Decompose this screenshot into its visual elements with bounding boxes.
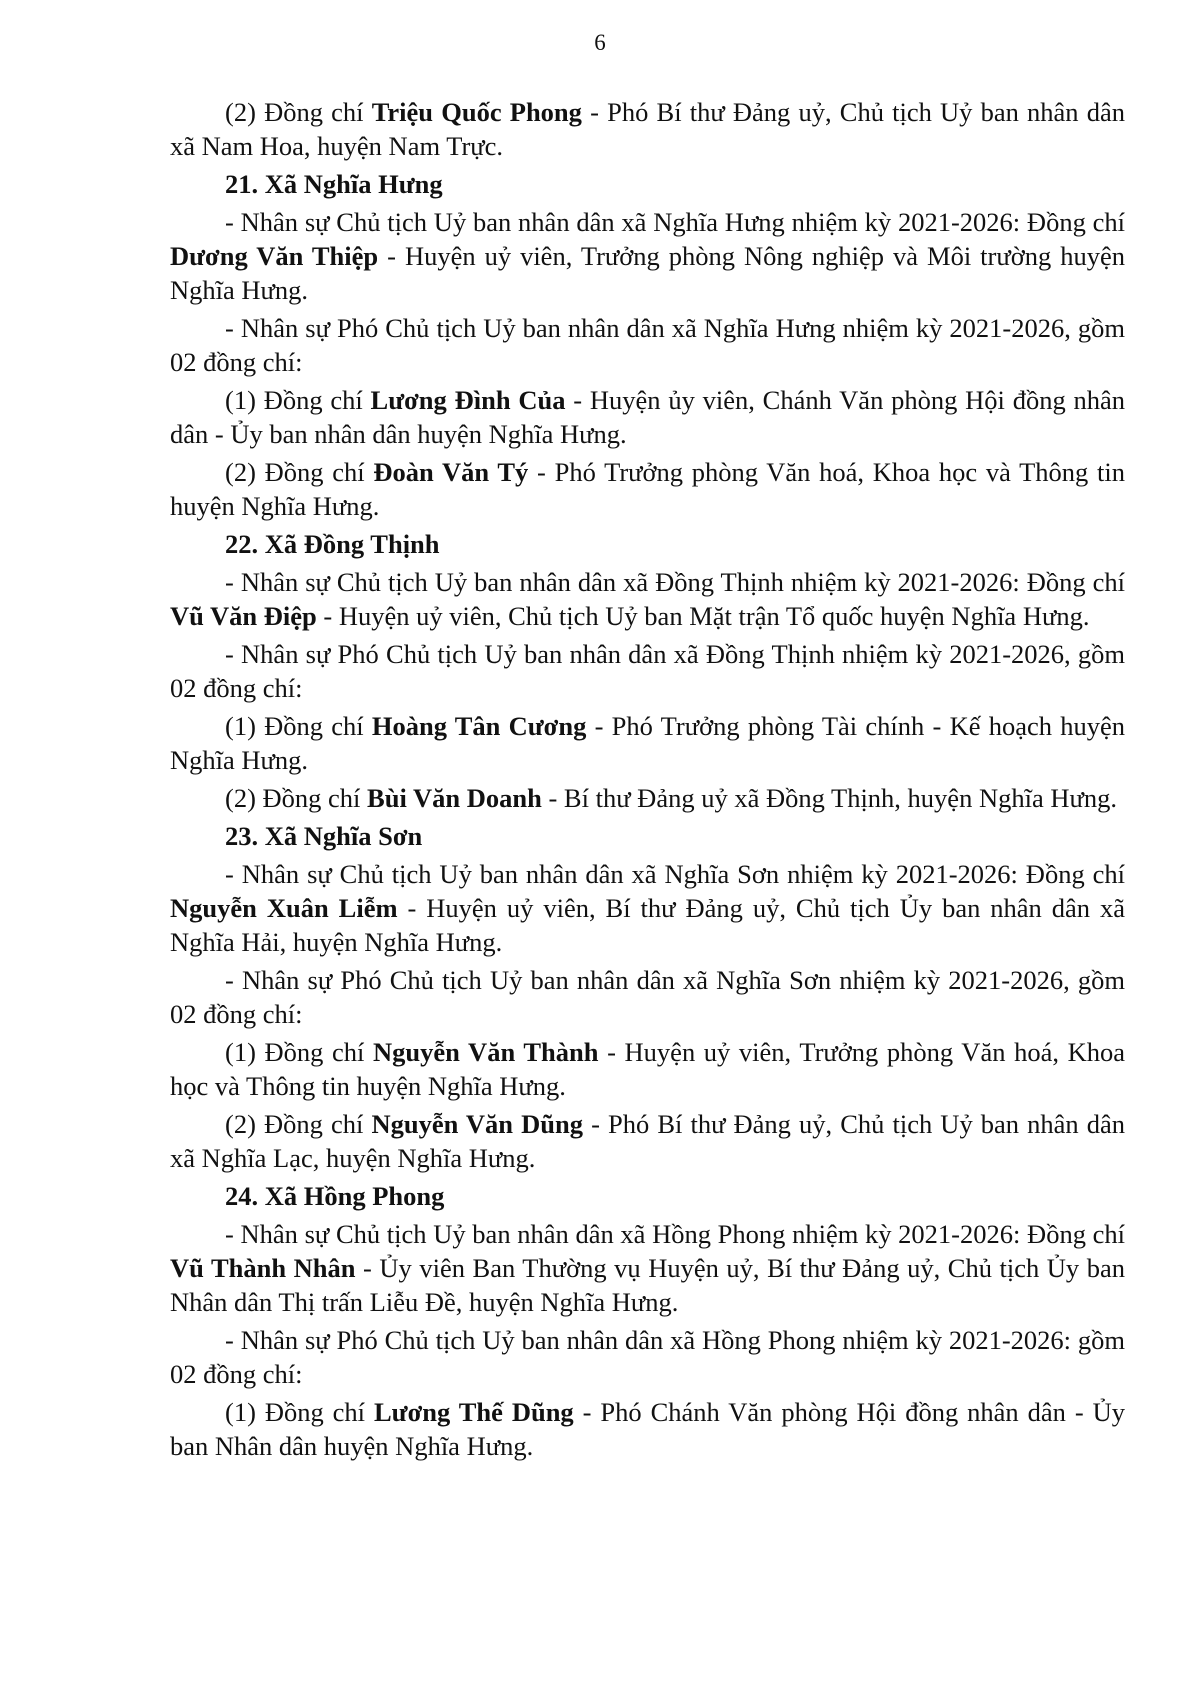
paragraph-text: - Nhân sự Phó Chủ tịch Uỷ ban nhân dân xã Hồng Phong nhiệm kỳ 2021-2026: gồm 02 đồng chí: — [170, 1325, 1125, 1389]
paragraph — [170, 963, 1125, 1031]
paragraph — [170, 1107, 1125, 1175]
paragraph — [170, 95, 1125, 163]
heading-text: 22. Xã Đồng Thịnh — [225, 529, 440, 559]
page-number: 6 — [594, 30, 606, 55]
paragraph-text: - Nhân sự Phó Chủ tịch Uỷ ban nhân dân xã Nghĩa Hưng nhiệm kỳ 2021-2026, gồm 02 đồng chí: — [170, 313, 1125, 377]
paragraph-text: (1) Đồng chí — [225, 385, 371, 415]
heading-text: 21. Xã Nghĩa Hưng — [225, 169, 443, 199]
paragraph-text: - Nhân sự Chủ tịch Uỷ ban nhân dân xã Hồng Phong nhiệm kỳ 2021-2026: Đồng chí — [225, 1219, 1125, 1249]
paragraph — [170, 857, 1125, 959]
person-name: Nguyễn Văn Thành — [373, 1037, 599, 1067]
paragraph-text: - Phó Trưởng phòng Tài chính - Kế hoạch huyện Nghĩa Hưng. — [170, 711, 1125, 775]
paragraph-text: - Nhân sự Phó Chủ tịch Uỷ ban nhân dân xã Đồng Thịnh nhiệm kỳ 2021-2026, gồm 02 đồng chí: — [170, 639, 1125, 703]
paragraph — [170, 709, 1125, 777]
paragraph-text: (1) Đồng chí — [225, 711, 372, 741]
paragraph-text: - Phó Bí thư Đảng uỷ, Chủ tịch Uỷ ban nhân dân xã Nghĩa Lạc, huyện Nghĩa Hưng. — [170, 1109, 1125, 1173]
document-body — [170, 95, 1125, 1467]
paragraph-text: - Phó Trưởng phòng Văn hoá, Khoa học và Thông tin huyện Nghĩa Hưng. — [170, 457, 1126, 521]
person-name: Vũ Thành Nhân — [170, 1253, 356, 1283]
paragraph — [170, 565, 1125, 633]
paragraph-text: - Ủy viên Ban Thường vụ Huyện uỷ, Bí thư Đảng uỷ, Chủ tịch Ủy ban Nhân dân Thị trấn Liễu Đề, huyện Nghĩa Hưng. — [170, 1253, 1125, 1317]
heading-text: 23. Xã Nghĩa Sơn — [225, 821, 423, 851]
paragraph — [170, 205, 1125, 307]
person-name: Triệu Quốc Phong — [371, 97, 582, 127]
paragraph-text: - Huyện ủy viên, Chánh Văn phòng Hội đồng nhân dân - Ủy ban nhân dân huyện Nghĩa Hưng. — [170, 385, 1126, 449]
paragraph-text: (1) Đồng chí — [225, 1037, 374, 1067]
paragraph-text: (2) Đồng chí — [225, 457, 374, 487]
paragraph-text: - Huyện uỷ viên, Trưởng phòng Văn hoá, Khoa học và Thông tin huyện Nghĩa Hưng. — [170, 1037, 1125, 1101]
section-heading — [170, 167, 1125, 201]
person-name: Lương Đình Của — [370, 385, 566, 415]
paragraph-text: - Nhân sự Chủ tịch Uỷ ban nhân dân xã Nghĩa Sơn nhiệm kỳ 2021-2026: Đồng chí — [225, 859, 1125, 889]
paragraph-text: (2) Đồng chí — [225, 97, 372, 127]
section-heading — [170, 1179, 1125, 1213]
paragraph — [170, 311, 1125, 379]
heading-text: 24. Xã Hồng Phong — [225, 1181, 445, 1211]
paragraph-text: (2) Đồng chí — [225, 1109, 372, 1139]
paragraph — [170, 1035, 1125, 1103]
person-name: Hoàng Tân Cương — [371, 711, 587, 741]
paragraph-text: - Phó Bí thư Đảng uỷ, Chủ tịch Uỷ ban nhân dân xã Nam Hoa, huyện Nam Trực. — [170, 97, 1125, 161]
paragraph — [170, 455, 1125, 523]
section-heading — [170, 819, 1125, 853]
paragraph — [170, 1323, 1125, 1391]
paragraph-text: - Nhân sự Chủ tịch Uỷ ban nhân dân xã Đồng Thịnh nhiệm kỳ 2021-2026: Đồng chí — [225, 567, 1125, 597]
paragraph — [170, 1217, 1125, 1319]
paragraph-text: - Nhân sự Chủ tịch Uỷ ban nhân dân xã Nghĩa Hưng nhiệm kỳ 2021-2026: Đồng chí — [225, 207, 1125, 237]
person-name: Dương Văn Thiệp — [170, 241, 379, 271]
paragraph-text: - Huyện uỷ viên, Trưởng phòng Nông nghiệp và Môi trường huyện Nghĩa Hưng. — [170, 241, 1125, 305]
paragraph — [170, 383, 1125, 451]
person-name: Nguyễn Xuân Liễm — [170, 893, 398, 923]
paragraph — [170, 781, 1125, 815]
paragraph — [170, 1395, 1125, 1463]
paragraph-text: - Huyện uỷ viên, Bí thư Đảng uỷ, Chủ tịch Ủy ban nhân dân xã Nghĩa Hải, huyện Nghĩa Hưng. — [170, 893, 1125, 957]
section-heading — [170, 527, 1125, 561]
paragraph-text: - Bí thư Đảng uỷ xã Đồng Thịnh, huyện Nghĩa Hưng. — [541, 783, 1117, 813]
paragraph — [170, 637, 1125, 705]
paragraph-text: - Huyện uỷ viên, Chủ tịch Uỷ ban Mặt trận Tổ quốc huyện Nghĩa Hưng. — [316, 601, 1090, 631]
person-name: Nguyễn Văn Dũng — [371, 1109, 583, 1139]
person-name: Bùi Văn Doanh — [367, 783, 542, 813]
paragraph-text: - Phó Chánh Văn phòng Hội đồng nhân dân - Ủy ban Nhân dân huyện Nghĩa Hưng. — [170, 1397, 1125, 1461]
paragraph-text: - Nhân sự Phó Chủ tịch Uỷ ban nhân dân xã Nghĩa Sơn nhiệm kỳ 2021-2026, gồm 02 đồng chí: — [170, 965, 1125, 1029]
person-name: Đoàn Văn Tý — [373, 457, 529, 487]
paragraph-text: (2) Đồng chí — [225, 783, 368, 813]
person-name: Lương Thế Dũng — [374, 1397, 574, 1427]
person-name: Vũ Văn Điệp — [170, 601, 317, 631]
paragraph-text: (1) Đồng chí — [225, 1397, 374, 1427]
